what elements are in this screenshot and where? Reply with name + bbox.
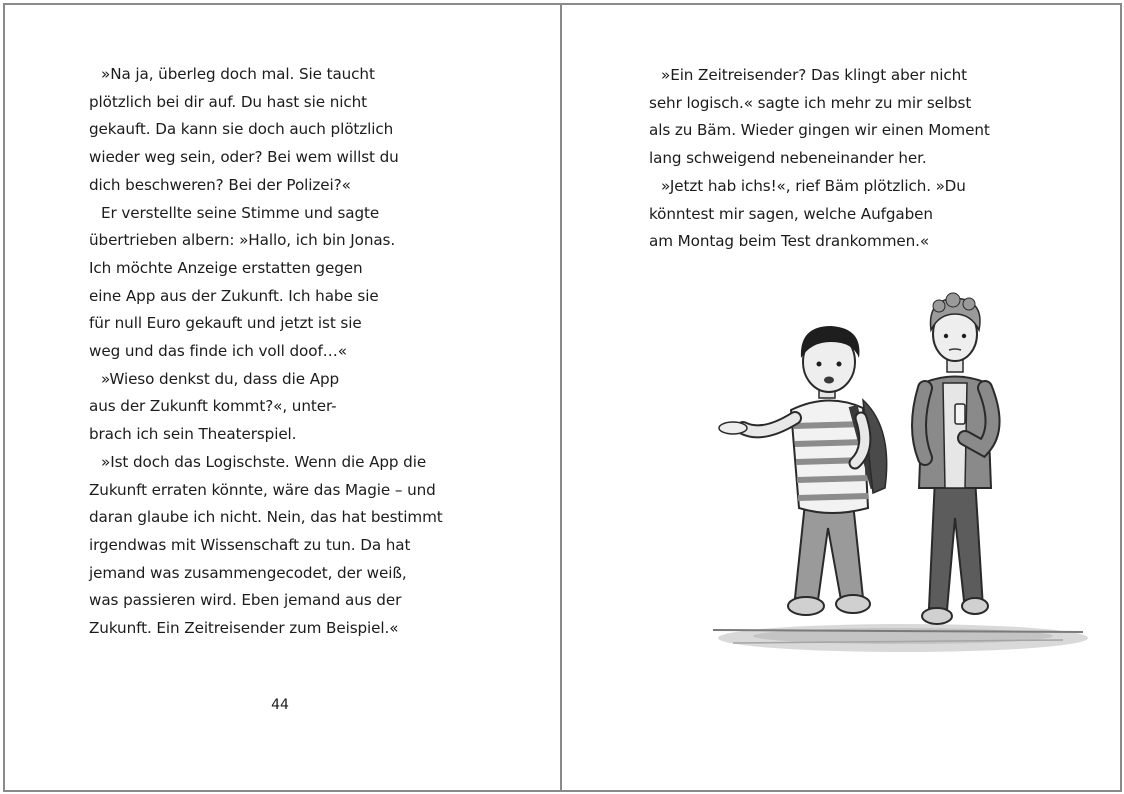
text-line: weg und das finde ich voll doof…« [89,342,347,361]
text-line: »Wieso denkst du, dass die App [101,369,340,388]
text-line: plötzlich bei dir auf. Du hast sie nicht [89,92,367,111]
left-page [5,3,560,792]
page-number: 44 [271,697,289,713]
text-line: daran glaube ich nicht. Nein, das hat bestimmt [89,508,443,527]
text-line: aus der Zukunft kommt?«, unter- [89,397,337,416]
text-line: Zukunft. Ein Zeitreisender zum Beispiel.« [89,619,399,638]
left-page-text [89,61,443,643]
two-boys-walking-illustration [703,288,1088,678]
text-line: lang schweigend nebeneinander her. [649,149,927,168]
text-line: irgendwas mit Wissenschaft zu tun. Da hat [89,535,411,554]
right-page-text [649,62,990,256]
text-line: dich beschweren? Bei der Polizei?« [89,175,351,194]
text-line: Ich möchte Anzeige erstatten gegen [89,258,363,277]
text-line: am Montag beim Test drankommen.« [649,232,930,251]
text-line: als zu Bäm. Wieder gingen wir einen Moment [649,121,990,140]
text-line: »Ist doch das Logischste. Wenn die App die [101,452,427,471]
text-line: wieder weg sein, oder? Bei wem willst du [89,148,399,167]
text-line: Er verstellte seine Stimme und sagte [101,203,380,222]
right-page [563,3,1118,792]
text-line: für null Euro gekauft und jetzt ist sie [89,314,362,333]
text-line: sehr logisch.« sagte ich mehr zu mir selbst [649,93,972,112]
ground-shadow [713,624,1088,652]
boy-with-jacket [919,293,993,624]
text-line: brach ich sein Theaterspiel. [89,425,297,444]
text-line: jemand was zusammengecodet, der weiß, [89,563,407,582]
text-line: eine App aus der Zukunft. Ich habe sie [89,286,379,305]
page-gutter [560,3,562,792]
text-line: »Ein Zeitreisender? Das klingt aber nicht [661,66,968,84]
boy-striped-shirt [719,326,887,615]
text-line: übertrieben albern: »Hallo, ich bin Jonas. [89,231,396,250]
text-line: »Na ja, überleg doch mal. Sie taucht [101,65,375,83]
text-line: Zukunft erraten könnte, wäre das Magie – und [89,480,436,499]
text-line: könntest mir sagen, welche Aufgaben [649,204,933,223]
text-line: »Jetzt hab ichs!«, rief Bäm plötzlich. »Du [661,176,966,195]
text-line: gekauft. Da kann sie doch auch plötzlich [89,120,394,139]
text-line: was passieren wird. Eben jemand aus der [89,591,402,610]
